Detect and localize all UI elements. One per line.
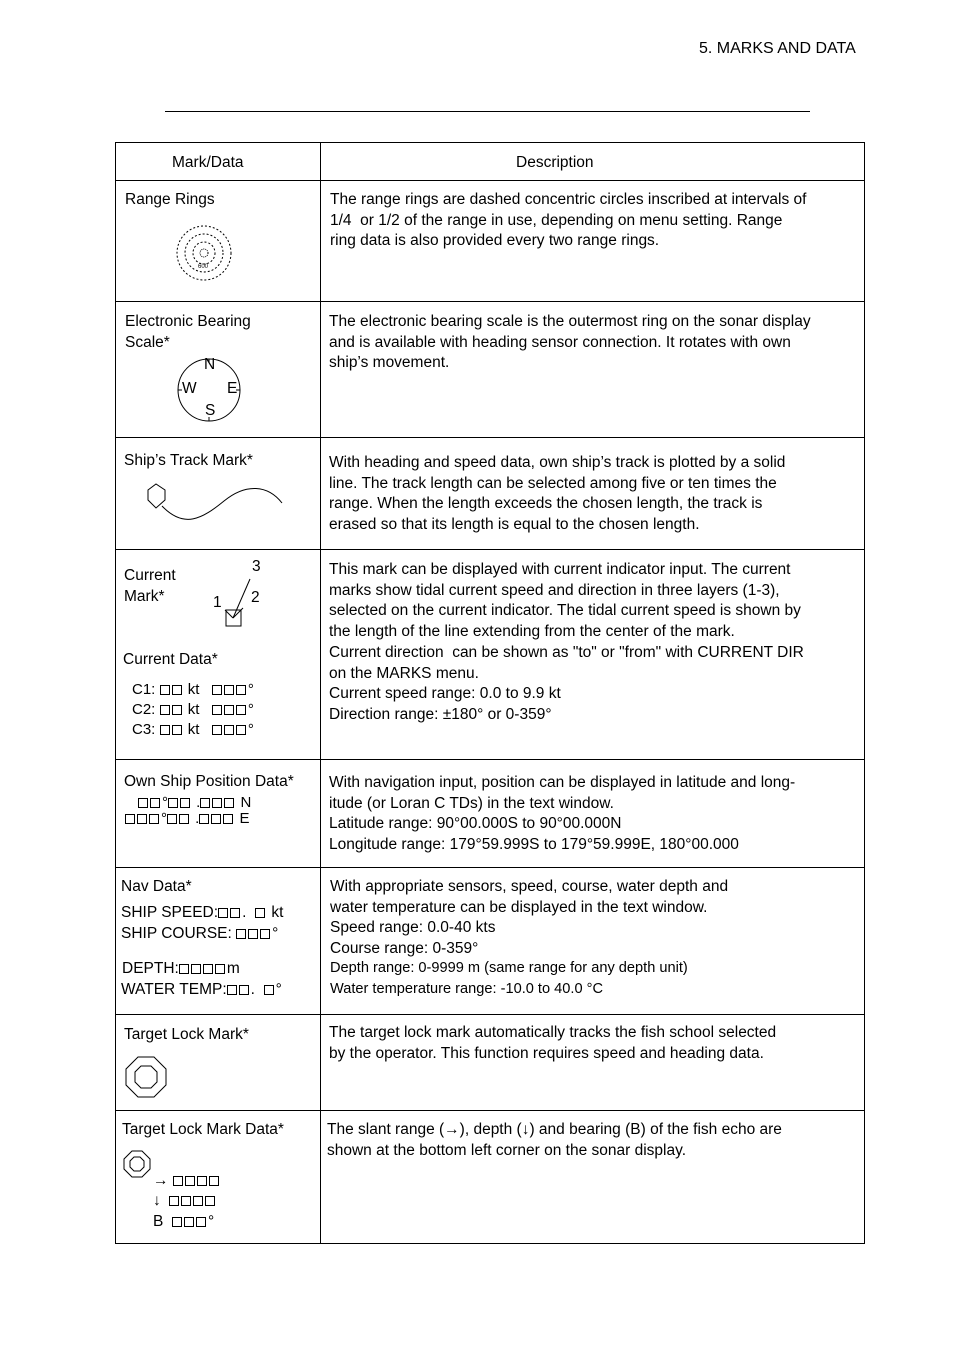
longitude-format: ° . E <box>125 810 250 827</box>
row-divider <box>116 759 864 760</box>
desc-own-ship-position: With navigation input, position can be displayed in latitude and long- itude (or Loran C TDs) in the text window. Latitude range: 90°00.000S to 90°00.000N Longitude range: 179°59.999S to 179°59.999E, 180°00.000 <box>329 774 796 854</box>
mark-ship-track: Ship’s Track Mark* <box>124 452 253 469</box>
row-divider <box>116 549 864 550</box>
current-layer-2: 2 <box>251 589 260 606</box>
row-divider <box>116 1110 864 1111</box>
range-rings-icon <box>174 223 234 283</box>
compass-west: W <box>182 380 197 397</box>
mark-nav-data: Nav Data* <box>121 878 192 895</box>
mark-bearing-scale: Electronic Bearing Scale* <box>125 313 251 351</box>
nav-ship-course: SHIP COURSE: ° <box>121 925 279 942</box>
row-divider <box>116 180 864 181</box>
current-layer-3: 3 <box>252 558 261 575</box>
marks-data-table <box>115 142 865 1244</box>
current-data-c3: C3: kt ° <box>132 721 254 738</box>
desc-current: This mark can be displayed with current indicator input. The current marks show tidal current speed and direction in three layers (1-3), selected on the current indicator. The tidal current speed is shown by the length of the line extending from the center of the mark. Current direction can be shown as "to" or "from" with CURRENT DIR on the MARKS menu. Current speed range: 0.0 to 9.9 kt Direction range: ±180° or 0-359° <box>329 561 804 723</box>
current-data-c2: C2: kt ° <box>132 701 254 718</box>
desc-ship-track: With heading and speed data, own ship’s track is plotted by a solid line. The track length can be selected among five or ten times the range. When the length exceeds the chosen length, the track is erased so that its length is equal to the chosen length. <box>329 454 786 534</box>
mark-target-lock: Target Lock Mark* <box>124 1026 249 1043</box>
mark-range-rings: Range Rings <box>125 191 215 208</box>
row-divider <box>116 867 864 868</box>
current-data-c1: C1: kt ° <box>132 681 254 698</box>
desc-nav-data-ranges: Depth range: 0-9999 m (same range for any depth unit) Water temperature range: -10.0 to 40.0 °C <box>330 960 688 997</box>
nav-ship-speed: SHIP SPEED: . kt <box>121 904 284 921</box>
target-bearing: B ° <box>153 1213 215 1230</box>
mark-own-ship-position: Own Ship Position Data* <box>124 773 294 790</box>
target-lock-small-icon <box>123 1150 153 1180</box>
latitude-format: ° . N <box>138 794 251 811</box>
compass-east: E <box>227 380 238 397</box>
mark-current: Current Mark* <box>124 567 176 605</box>
compass-south: S <box>205 402 216 419</box>
mark-target-lock-data: Target Lock Mark Data* <box>122 1121 284 1138</box>
desc-bearing-scale: The electronic bearing scale is the outermost ring on the sonar display and is available with heading sensor connection. It rotates with own ship’s movement. <box>329 313 811 372</box>
compass-north: N <box>204 356 216 373</box>
desc-range-rings: The range rings are dashed concentric circles inscribed at intervals of 1/4 or 1/2 of the range in use, depending on menu setting. Range ring data is also provided every two range rings. <box>330 191 807 250</box>
ship-track-icon <box>144 483 286 523</box>
header-rule <box>165 111 810 112</box>
column-header-mark: Mark/Data <box>172 154 244 171</box>
desc-nav-data: With appropriate sensors, speed, course, water depth and water temperature can be displayed in the text window. Speed range: 0.0-40 kts Course range: 0-359° <box>330 878 729 958</box>
target-lock-icon <box>125 1056 169 1100</box>
nav-water-temp: WATER TEMP: . ° <box>121 981 282 998</box>
row-divider <box>116 301 864 302</box>
current-mark-icon <box>221 573 261 633</box>
target-depth: ↓ <box>153 1192 217 1210</box>
column-divider <box>320 143 321 1243</box>
desc-target-lock-data: The slant range (→), depth (↓) and bearing (B) of the fish echo are shown at the bottom left corner on the sonar display. <box>327 1121 782 1159</box>
current-layer-1: 1 <box>213 594 222 611</box>
section-header: 5. MARKS AND DATA <box>699 40 856 57</box>
column-header-description: Description <box>516 154 594 171</box>
desc-target-lock: The target lock mark automatically tracks the fish school selected by the operator. This function requires speed and heading data. <box>329 1024 777 1062</box>
row-divider <box>116 437 864 438</box>
range-ring-label: 600 <box>198 264 209 270</box>
current-data-title: Current Data* <box>123 651 218 668</box>
nav-depth: DEPTH: m <box>122 960 240 977</box>
target-slant-range: → <box>153 1172 221 1190</box>
row-divider <box>116 1014 864 1015</box>
